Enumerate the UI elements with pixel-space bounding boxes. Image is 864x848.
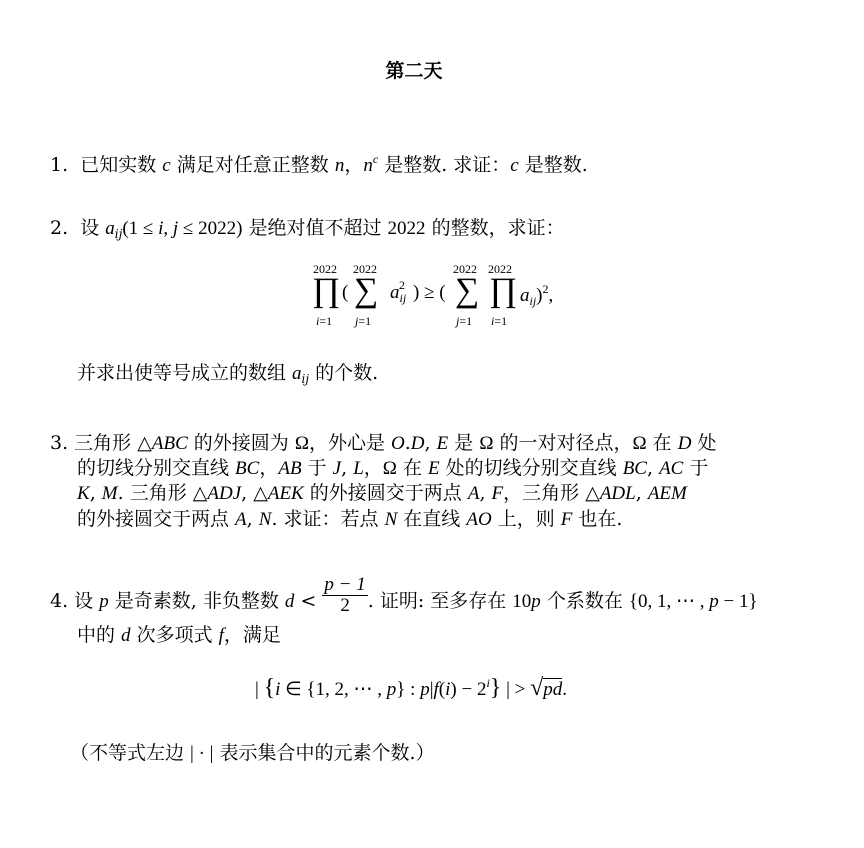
problem-2-formula: 2022 ∏ i=1 ( 2022 ∑ j=1 $a_{ij}$ 2 ) ≥ ( 2022 ∑ j=1 2022 ∏ i=1 $a_{ij})^2$, xyxy=(312,262,554,328)
problem-4-note: （不等式左边 | · | 表示集合中的元素个数.） xyxy=(70,742,435,764)
problem-2-number: 2. xyxy=(50,217,69,239)
problem-3-line-3: K, M. 三角形 △ADJ, △AEK 的外接圆交于两点 A, F，三角形 △ADL, AEM xyxy=(77,482,687,504)
problem-4-formula: | {i ∈ {1, 2, ⋯ , p} : $p|f(i) - 2^i$} | > √pd. xyxy=(255,675,568,701)
page-title: 第二天 xyxy=(385,60,443,82)
problem-1-text: 已知实数 c 满足对任意正整数 n，$n^c$ 是整数. 求证：c 是整数. xyxy=(74,152,588,176)
problem-1-number: 1. xyxy=(50,154,69,176)
problem-4-line-1: 4. 设 p 是奇素数, 非负整数 d < $\frac{p - 1}{2}$ . 证明: 至多存在 10p 个系数在 {0, 1, ⋯ , p − 1} xyxy=(50,573,758,616)
problem-2-intro: 2. 设 $a_{ij}(1 \le i$, j ≤ 2022) 是绝对值不超过 2022 的整数，求证： xyxy=(50,217,565,241)
problem-4-line-2: 中的 d 次多项式 f，满足 xyxy=(77,624,281,646)
problem-3-line-2: 的切线分别交直线 BC，AB 于 J, L，Ω 在 E 处的切线分别交直线 BC, AC 于 xyxy=(77,457,709,479)
problem-3-line-1: 3. 三角形 △ABC 的外接圆为 Ω，外心是 O.D, E 是 Ω 的一对对径点，Ω 在 D 处 xyxy=(50,432,717,454)
problem-1 xyxy=(50,146,588,179)
problem-3-number: 3. xyxy=(50,432,69,454)
problem-4-number: 4. xyxy=(50,590,69,612)
problem-2-after: 并求出使等号成立的数组 $a_{ij}$ 的个数. xyxy=(77,362,379,386)
problem-3-line-4: 的外接圆交于两点 A, N. 求证：若点 N 在直线 AO 上，则 F 也在. xyxy=(77,508,623,530)
